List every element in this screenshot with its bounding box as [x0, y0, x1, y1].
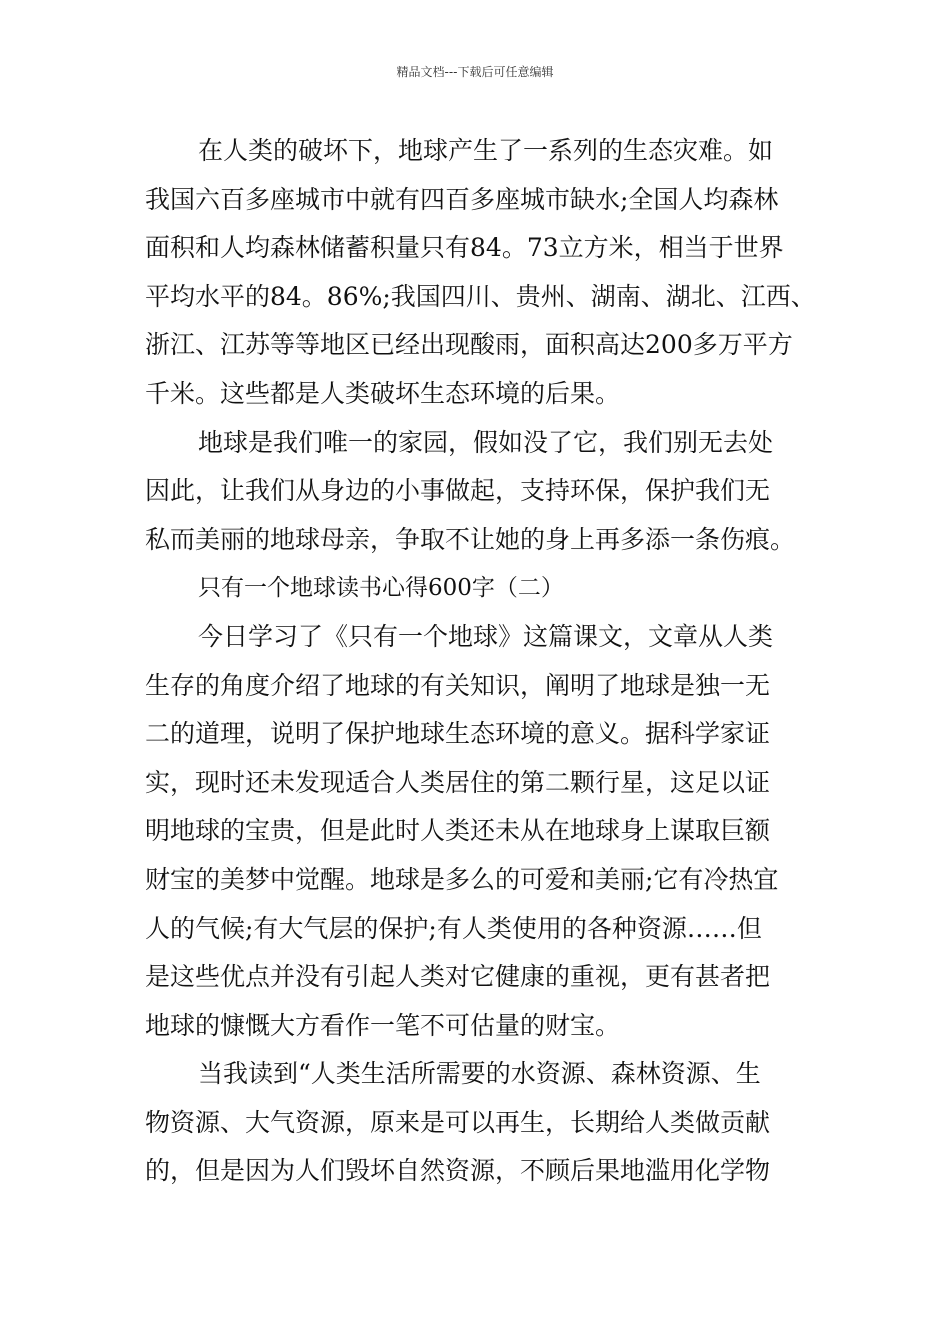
- text-line: 物资源、大气资源，原来是可以再生，长期给人类做贡献: [145, 1107, 771, 1137]
- text-line: 今日学习了《只有一个地球》这篇课文，文章从人类: [198, 621, 774, 651]
- text-line: 的，但是因为人们毁坏自然资源，不顾后果地滥用化学物: [145, 1156, 771, 1186]
- text-line: 私而美丽的地球母亲，争取不让她的身上再多添一条伤痕。: [145, 524, 796, 554]
- text-line: 面积和人均森林储蓄积量只有84。73立方米，相当于世界: [145, 233, 784, 263]
- text-line: 我国六百多座城市中就有四百多座城市缺水;全国人均森林: [145, 184, 779, 214]
- text-line: 财宝的美梦中觉醒。地球是多么的可爱和美丽;它有冷热宜: [145, 864, 779, 894]
- text-line: 是这些优点并没有引起人类对它健康的重视，更有甚者把: [145, 962, 771, 992]
- text-line: 浙江、江苏等等地区已经出现酸雨，面积高达200多万平方: [145, 330, 793, 360]
- text-line: 明地球的宝贵，但是此时人类还未从在地球身上谋取巨额: [145, 816, 771, 846]
- text-line: 地球是我们唯一的家园，假如没了它，我们别无去处: [198, 427, 774, 457]
- text-line: 平均水平的84。86%;我国四川、贵州、湖南、湖北、江西、: [145, 281, 816, 311]
- text-line: 千米。这些都是人类破坏生态环境的后果。: [145, 378, 621, 408]
- page-header: 精品文档---下载后可任意编辑: [396, 65, 554, 79]
- text-line: 生存的角度介绍了地球的有关知识，阐明了地球是独一无: [145, 670, 771, 700]
- text-line: 实，现时还未发现适合人类居住的第二颗行星，这足以证: [145, 767, 771, 797]
- text-line: 二的道理，说明了保护地球生态环境的意义。据科学家证: [145, 719, 771, 749]
- text-line: 在人类的破坏下，地球产生了一系列的生态灾难。如: [198, 136, 774, 165]
- text-line: 地球的慷慨大方看作一笔不可估量的财宝。: [145, 1010, 621, 1040]
- section-heading: 只有一个地球读书心得600字（二）: [198, 575, 564, 602]
- text-line: 因此，让我们从身边的小事做起，支持环保，保护我们无: [145, 476, 771, 506]
- text-line: 当我读到“人类生活所需要的水资源、森林资源、生: [198, 1059, 761, 1089]
- text-line: 人的气候;有大气层的保护;有人类使用的各种资源……但: [145, 913, 762, 943]
- document-body: [145, 131, 835, 1200]
